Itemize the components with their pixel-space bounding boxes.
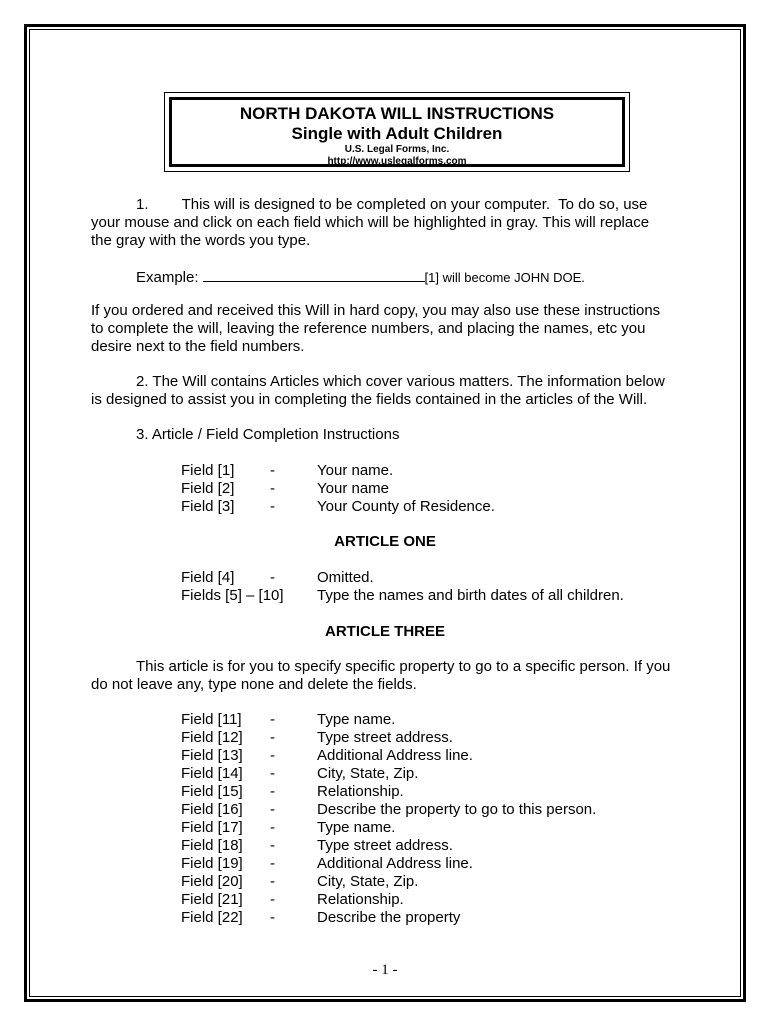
field-label: Field [17] bbox=[181, 819, 243, 836]
field-description: Describe the property to go to this person. bbox=[317, 801, 597, 818]
document-subtitle: Single with Adult Children bbox=[291, 124, 503, 143]
company-url[interactable]: http://www.uslegalforms.com bbox=[327, 156, 467, 167]
page-number: - 1 - bbox=[372, 962, 398, 978]
field-description: Relationship. bbox=[317, 783, 404, 800]
field-label: Field [13] bbox=[181, 747, 243, 764]
company-name: U.S. Legal Forms, Inc. bbox=[344, 144, 450, 155]
field-dash: - bbox=[270, 873, 275, 890]
field-description: City, State, Zip. bbox=[317, 873, 419, 890]
article-three-intro-line2: do not leave any, type none and delete the fields. bbox=[91, 676, 417, 693]
para2-line1: 2. The Will contains Articles which cover various matters. The information below bbox=[136, 373, 665, 390]
field-label: Fields [5] – [10] bbox=[181, 587, 284, 604]
para1-line1: 1. This will is designed to be completed on your computer. To do so, use bbox=[136, 196, 648, 213]
example-line bbox=[136, 267, 585, 287]
field-dash: - bbox=[270, 891, 275, 908]
field-description: Type the names and birth dates of all children. bbox=[317, 587, 624, 604]
hardcopy-line3: desire next to the field numbers. bbox=[91, 338, 305, 355]
para1-line3: the gray with the words you type. bbox=[91, 232, 311, 249]
field-dash: - bbox=[270, 747, 275, 764]
field-dash: - bbox=[270, 909, 275, 926]
field-description: Type name. bbox=[317, 711, 396, 728]
field-dash: - bbox=[270, 855, 275, 872]
field-label: Field [19] bbox=[181, 855, 243, 872]
field-label: Field [14] bbox=[181, 765, 243, 782]
para3-line1: 3. Article / Field Completion Instructions bbox=[136, 426, 400, 443]
field-label: Field [3] bbox=[181, 498, 235, 515]
article-one-heading: ARTICLE ONE bbox=[334, 533, 436, 550]
field-dash: - bbox=[270, 569, 275, 586]
field-description: City, State, Zip. bbox=[317, 765, 419, 782]
field-dash: - bbox=[270, 765, 275, 782]
field-dash: - bbox=[270, 819, 275, 836]
field-description: Additional Address line. bbox=[317, 747, 473, 764]
hardcopy-line1: If you ordered and received this Will in hard copy, you may also use these instructions bbox=[91, 302, 661, 319]
field-description: Type name. bbox=[317, 819, 396, 836]
field-description: Your name. bbox=[317, 462, 394, 479]
para1-line2: your mouse and click on each field which will be highlighted in gray. This will replace bbox=[91, 214, 650, 231]
field-label: Field [4] bbox=[181, 569, 235, 586]
field-label: Field [11] bbox=[181, 711, 242, 728]
article-three-intro-line1: This article is for you to specify specific property to go to a specific person. If you bbox=[136, 658, 671, 675]
document-title: NORTH DAKOTA WILL INSTRUCTIONS bbox=[239, 104, 555, 123]
field-description: Type street address. bbox=[317, 837, 453, 854]
field-label: Field [18] bbox=[181, 837, 243, 854]
field-dash: - bbox=[270, 498, 275, 515]
example-suffix: [1] will become JOHN DOE. bbox=[424, 270, 585, 285]
field-dash: - bbox=[270, 729, 275, 746]
field-dash: - bbox=[270, 783, 275, 800]
field-label: Field [12] bbox=[181, 729, 243, 746]
field-description: Additional Address line. bbox=[317, 855, 473, 872]
field-label: Field [16] bbox=[181, 801, 243, 818]
title-box bbox=[169, 97, 625, 167]
field-dash: - bbox=[270, 462, 275, 479]
hardcopy-line2: to complete the will, leaving the reference numbers, and placing the names, etc you bbox=[91, 320, 646, 337]
para2-line2: is designed to assist you in completing the fields contained in the articles of the Will. bbox=[91, 391, 648, 408]
field-label: Field [15] bbox=[181, 783, 243, 800]
field-description: Your name bbox=[317, 480, 389, 497]
field-dash: - bbox=[270, 837, 275, 854]
field-dash: - bbox=[270, 711, 275, 728]
field-label: Field [22] bbox=[181, 909, 243, 926]
field-label: Field [20] bbox=[181, 873, 243, 890]
field-dash: - bbox=[270, 480, 275, 497]
example-blank bbox=[203, 267, 425, 282]
field-description: Relationship. bbox=[317, 891, 404, 908]
example-label: Example: bbox=[136, 269, 199, 286]
field-label: Field [21] bbox=[181, 891, 243, 908]
field-label: Field [2] bbox=[181, 480, 235, 497]
field-label: Field [1] bbox=[181, 462, 235, 479]
field-description: Your County of Residence. bbox=[317, 498, 495, 515]
field-description: Type street address. bbox=[317, 729, 453, 746]
field-description: Describe the property bbox=[317, 909, 461, 926]
article-three-heading: ARTICLE THREE bbox=[325, 623, 445, 640]
field-dash: - bbox=[270, 801, 275, 818]
field-description: Omitted. bbox=[317, 569, 374, 586]
